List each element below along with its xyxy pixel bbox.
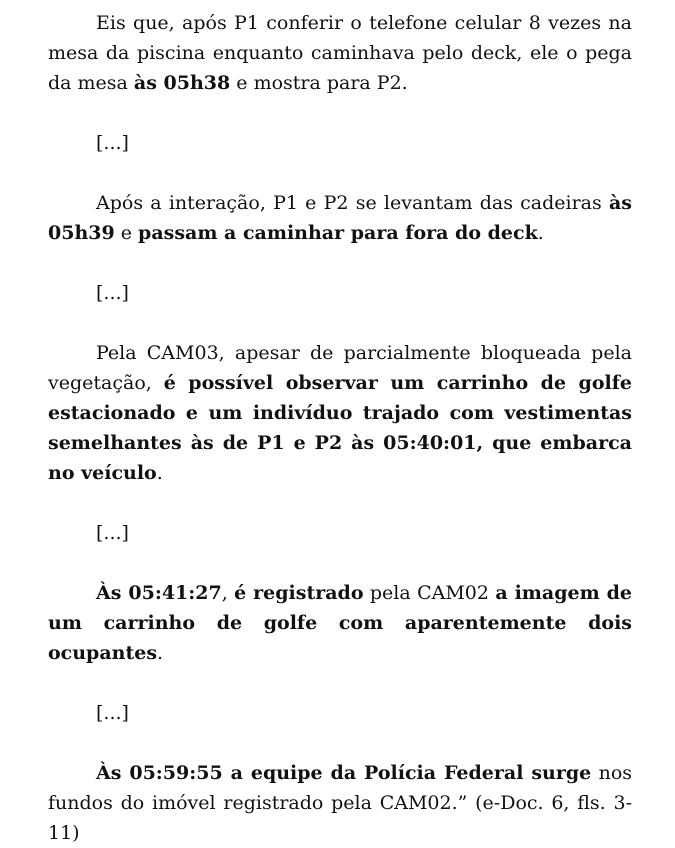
- paragraph-policia-federal: Às 05:59:55 a equipe da Polícia Federal surge nos fundos do imóvel registrado pela CAM02.” (e-Doc. 6, fls. 3-11): [48, 762, 633, 844]
- ellipsis-1: [...]: [96, 132, 129, 154]
- ellipsis-3: [...]: [96, 522, 129, 544]
- paragraph-cam02: Às 05:41:27, é registrado pela CAM02 a imagem de um carrinho de golfe com aparentemente dois ocupantes.: [48, 582, 632, 664]
- paragraph-interaction: Após a interação, P1 e P2 se levantam das cadeiras às 05h39 e passam a caminhar para fora do deck.: [48, 192, 632, 244]
- ellipsis-2: [...]: [96, 282, 129, 304]
- paragraph-p1-phone: Eis que, após P1 conferir o telefone celular 8 vezes na mesa da piscina enquanto caminhava pelo deck, ele o pega da mesa às 05h38 e mostra para P2.: [48, 12, 632, 94]
- document-page: [48, 8, 632, 848]
- paragraph-cam03: Pela CAM03, apesar de parcialmente bloqueada pela vegetação, é possível observar um carrinho de golfe estacionado e um indivíduo trajado com vestimentas semelhantes às de P1 e P2 às 05:40:01, que embarca no veículo.: [48, 342, 632, 484]
- ellipsis-4: [...]: [96, 702, 129, 724]
